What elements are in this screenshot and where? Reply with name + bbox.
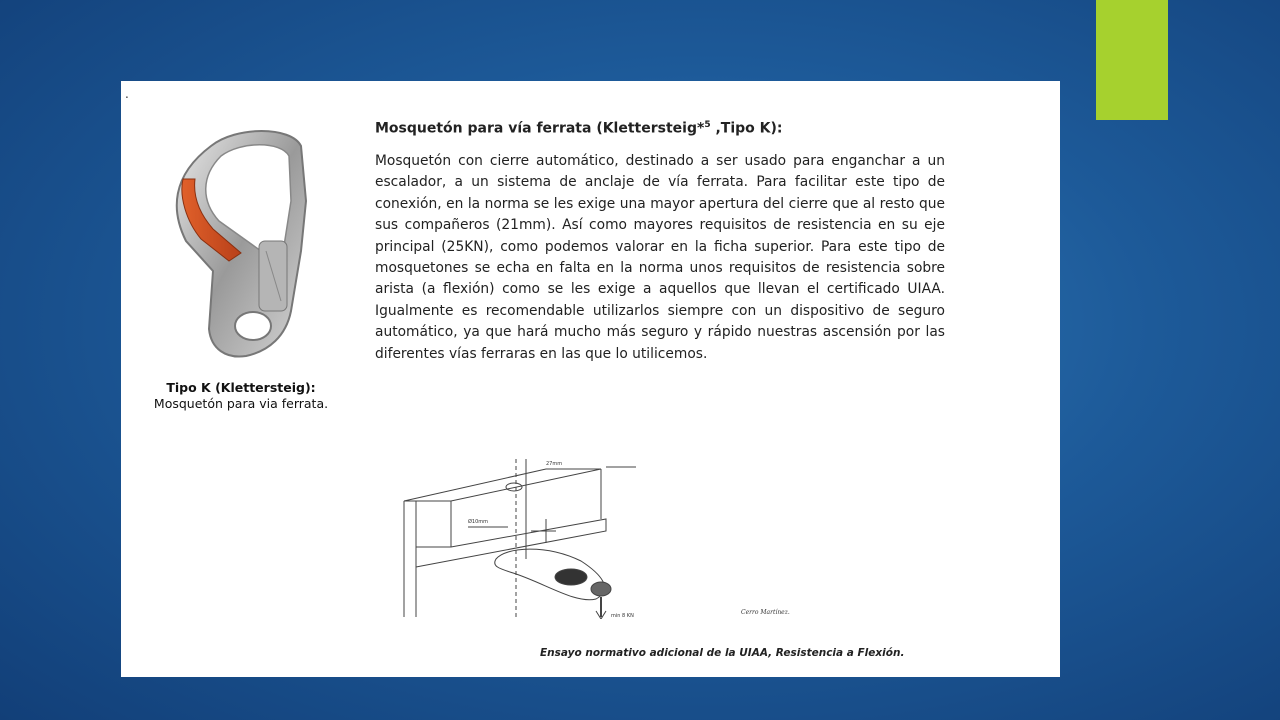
accent-bar [1096,0,1168,120]
carabiner-caption-subtitle: Mosquetón para via ferrata. [153,396,329,411]
bending-test-diagram [396,459,816,619]
heading-text: Mosquetón para vía ferrata (Klettersteig* [375,120,705,137]
heading-end: ,Tipo K): [710,120,783,137]
diagram-label-diameter: Ø10mm [468,519,489,525]
diagram-caption: Ensayo normativo adicional de la UIAA, Resistencia a Flexión. [540,647,905,659]
carabiner-caption-title: Tipo K (Klettersteig): [166,380,316,395]
diagram-label-force: min 8 KN [611,613,634,619]
slide-content-panel [121,81,1060,677]
diagram-label-27mm: 27mm [546,461,563,467]
body-paragraph: Mosquetón con cierre automático, destinado a ser usado para enganchar a un escalador, a un sistema de anclaje de vía ferrata. Para facilitar este tipo de conexión, en la norma se les exige una mayor apertura del cierre que al resto que sus compañeros (21mm). Así como mayores requisitos de resistencia en su eje principal (25KN), como podemos valorar en la ficha superior. Para este tipo de mosquetones se echa en falta en la norma unos requisitos de resistencia sobre arista (a flexión) como se les exige a aquellos que llevan el certificado UIAA. Igualmente es recomendable utilizarlos siempre con un dispositivo de seguro automático, ya que hará mucho más seguro y rápido nuestras ascensión por las diferentes vías ferraras en las que lo utilicemos. [375,153,945,362]
slide-marker: . [125,87,129,101]
diagram-credit: Cerro Martínez. [741,609,790,616]
heading-footnote: 5 [704,120,711,130]
section-heading [375,120,975,137]
carabiner-image [141,121,341,371]
